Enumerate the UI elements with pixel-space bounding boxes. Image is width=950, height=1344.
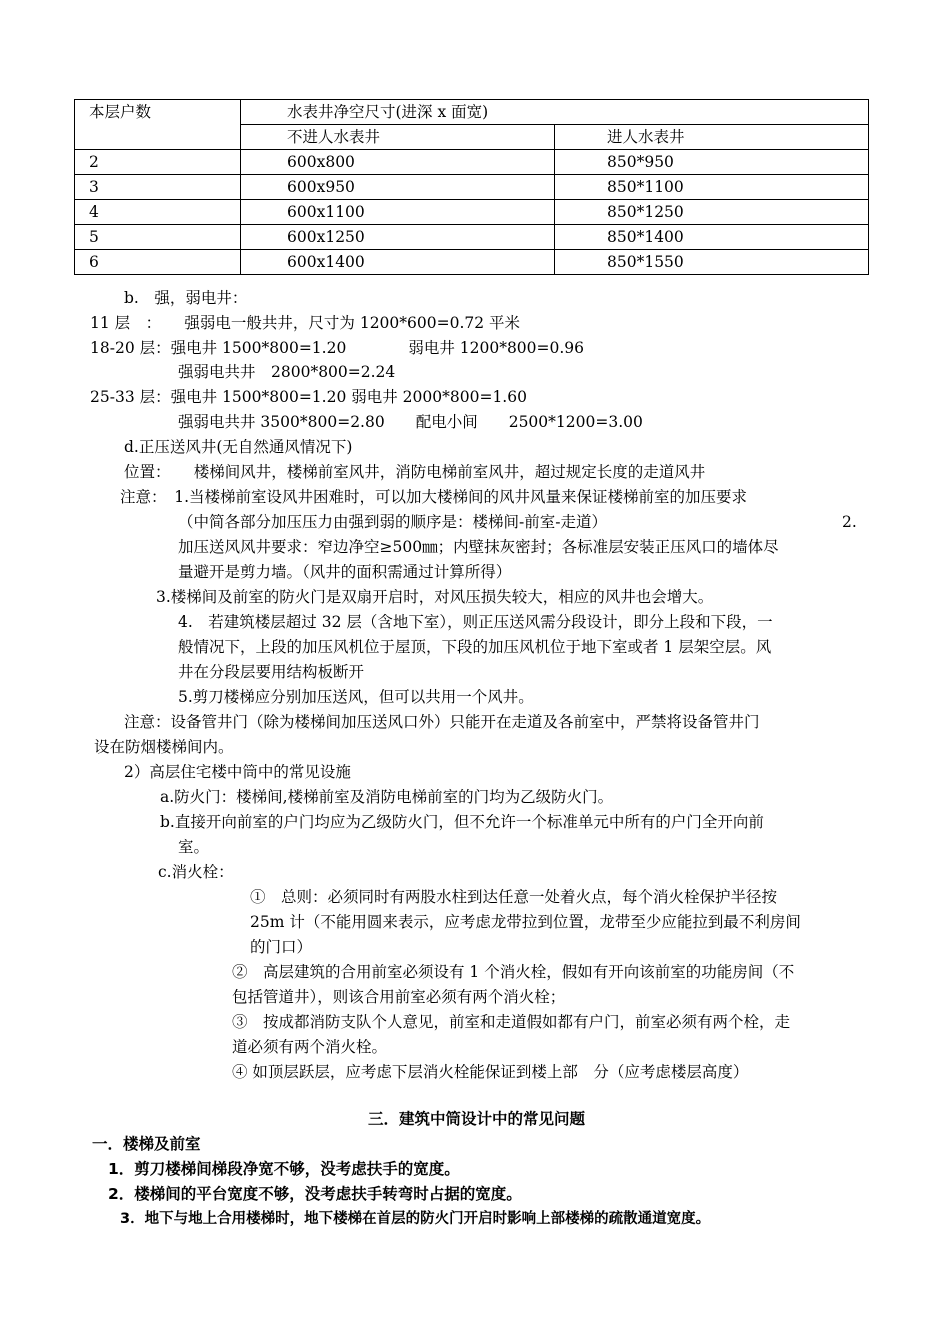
header-well-size: 水表井净空尺寸(进深 x 面宽) (241, 100, 869, 125)
table-row (75, 175, 869, 200)
facilities-heading: 2）高层住宅楼中筒中的常见设施 (124, 763, 351, 781)
text-line: a.防火门：楼梯间,楼梯前室及消防电梯前室的门均为乙级防火门。 (160, 788, 614, 806)
subheader-entry: 进人水表井 (555, 125, 869, 150)
text-line: 道必须有两个消火栓。 (232, 1038, 388, 1056)
cell-entry: 850*1100 (555, 175, 869, 200)
text-line: 25m 计（不能用圆来表示，应考虑龙带拉到位置，龙带至少应能拉到最不利房间 (250, 913, 801, 931)
text-line: 井在分段层要用结构板断开 (178, 663, 365, 681)
table-row (75, 225, 869, 250)
text-line: ③ 按成都消防支队个人意见，前室和走道假如都有户门，前室必须有两个栓，走 (232, 1013, 791, 1031)
text-line: 4. 若建筑楼层超过 32 层（含地下室），则正压送风需分段设计，即分上段和下段，一 (178, 613, 773, 631)
text-line: ② 高层建筑的合用前室必须设有 1 个消火栓，假如有开向该前室的功能房间（不 (232, 963, 795, 981)
text-line: 18-20 层：强电井 1500*800=1.20 弱电井 1200*800=0.96 (90, 339, 585, 357)
text-line: 5.剪刀楼梯应分别加压送风，但可以共用一个风井。 (178, 688, 534, 706)
text-line: ① 总则：必须同时有两股水柱到达任意一处着火点，每个消火栓保护半径按 (250, 888, 778, 906)
text-line: 包括管道井），则该合用前室必须有两个消火栓； (232, 988, 566, 1006)
cell-households: 4 (75, 200, 241, 225)
cell-households: 6 (75, 250, 241, 275)
text-line: 加压送风风井要求：窄边净空≥500㎜；内壁抹灰密封；各标准层安装正压风口的墙体尽 (178, 538, 779, 556)
cell-entry: 850*1400 (555, 225, 869, 250)
electrical-shaft-heading: b. 强，弱电井： (124, 289, 248, 307)
text-line: 量避开是剪力墙。（风井的面积需通过计算所得） (178, 563, 512, 581)
table-header-row (75, 100, 869, 125)
hydrant-heading: c.消火栓： (158, 863, 234, 881)
section-title: 三．建筑中筒设计中的常见问题 (368, 1110, 586, 1128)
sub-title: 一．楼梯及前室 (92, 1135, 201, 1153)
table-row (75, 200, 869, 225)
text-line: 强弱电共井 2800*800=2.24 (178, 363, 396, 381)
water-meter-well-table (74, 99, 869, 275)
cell-households: 3 (75, 175, 241, 200)
text-line: （中简各部分加压压力由强到弱的顺序是：楼梯间-前室-走道） (178, 513, 607, 531)
cell-households: 2 (75, 150, 241, 175)
list-item: 3．地下与地上合用楼梯时，地下楼梯在首层的防火门开启时影响上部楼梯的疏散通道宽度。 (120, 1211, 711, 1227)
cell-no-entry: 600x1250 (241, 225, 555, 250)
text-line: 位置： 楼梯间风井，楼梯前室风井，消防电梯前室风井，超过规定长度的走道风井 (124, 463, 706, 481)
text-line: 11 层 ： 强弱电一般共井，尺寸为 1200*600=0.72 平米 (90, 314, 521, 332)
cell-entry: 850*1250 (555, 200, 869, 225)
text-line: 注意：设备管井门（除为楼梯间加压送风口外）只能开在走道及各前室中，严禁将设备管井门 (124, 713, 760, 731)
subheader-no-entry: 不进人水表井 (241, 125, 555, 150)
cell-entry: 850*1550 (555, 250, 869, 275)
text-line: 般情况下，上段的加压风机位于屋顶，下段的加压风机位于地下室或者 1 层架空层。风 (178, 638, 772, 656)
text-line: 3.楼梯间及前室的防火门是双扇开启时，对风压损失较大，相应的风井也会增大。 (156, 588, 714, 606)
text-line: 设在防烟楼梯间内。 (94, 738, 234, 756)
text-line: 的门口） (250, 938, 313, 956)
text-line: 注意： 1.当楼梯前室设风井困难时，可以加大楼梯间的风井风量来保证楼梯前室的加压要求 (120, 488, 748, 506)
list-item: 2．楼梯间的平台宽度不够，没考虑扶手转弯时占据的宽度。 (108, 1185, 522, 1203)
pressurized-shaft-heading: d.正压送风井(无自然通风情况下) (124, 438, 353, 456)
text-line: 2. (842, 513, 857, 531)
header-households: 本层户数 (75, 100, 241, 150)
table-row (75, 150, 869, 175)
text-line: 室。 (178, 838, 210, 856)
text-line: 强弱电共井 3500*800=2.80 配电小间 2500*1200=3.00 (178, 413, 643, 431)
text-line: b.直接开向前室的户门均应为乙级防火门，但不允许一个标准单元中所有的户门全开向前 (160, 813, 764, 831)
table-row (75, 250, 869, 275)
text-line: 25-33 层：强电井 1500*800=1.20 弱电井 2000*800=1.60 (90, 388, 527, 406)
list-item: 1．剪刀楼梯间梯段净宽不够，没考虑扶手的宽度。 (108, 1160, 460, 1178)
text-line: ④ 如顶层跃层，应考虑下层消火栓能保证到楼上部 分（应考虑楼层高度） (232, 1063, 749, 1081)
cell-no-entry: 600x1400 (241, 250, 555, 275)
cell-no-entry: 600x800 (241, 150, 555, 175)
cell-no-entry: 600x1100 (241, 200, 555, 225)
cell-households: 5 (75, 225, 241, 250)
cell-entry: 850*950 (555, 150, 869, 175)
cell-no-entry: 600x950 (241, 175, 555, 200)
